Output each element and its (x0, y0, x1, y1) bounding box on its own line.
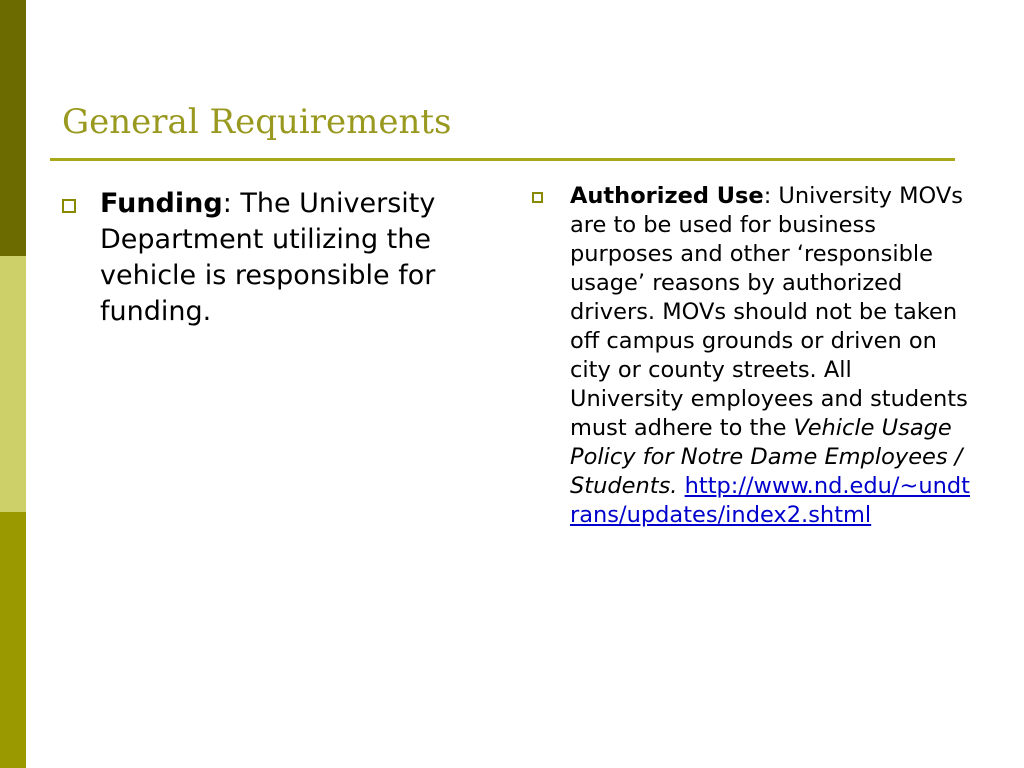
left-column (62, 186, 502, 330)
funding-term: Funding (100, 188, 223, 219)
right-column (532, 182, 972, 530)
authorized-use-term: Authorized Use (570, 183, 764, 209)
side-bar-top (0, 0, 26, 256)
side-bar-bottom (0, 512, 26, 768)
policy-name: Vehicle Usage Policy for Notre Dame Employees / Students. (570, 415, 963, 499)
authorized-use-text (570, 182, 972, 530)
square-bullet-icon (62, 199, 76, 213)
slide-title: General Requirements (62, 102, 452, 142)
square-bullet-icon (532, 192, 543, 203)
authorized-use-bullet (532, 182, 972, 530)
policy-link[interactable]: http://www.nd.edu/~undtrans/updates/index2.shtml (570, 473, 970, 528)
funding-bullet (62, 186, 502, 330)
title-divider (50, 158, 955, 161)
authorized-use-description: : University MOVs are to be used for business purposes and other ‘responsible usage’ reasons by authorized drivers. MOVs should not be taken off campus grounds or driven on city or county streets. All University employees and students must adhere to the (570, 183, 968, 441)
funding-text (100, 186, 502, 330)
funding-description: : The University Department utilizing the vehicle is responsible for funding. (100, 188, 436, 327)
side-bar-middle (0, 256, 26, 512)
